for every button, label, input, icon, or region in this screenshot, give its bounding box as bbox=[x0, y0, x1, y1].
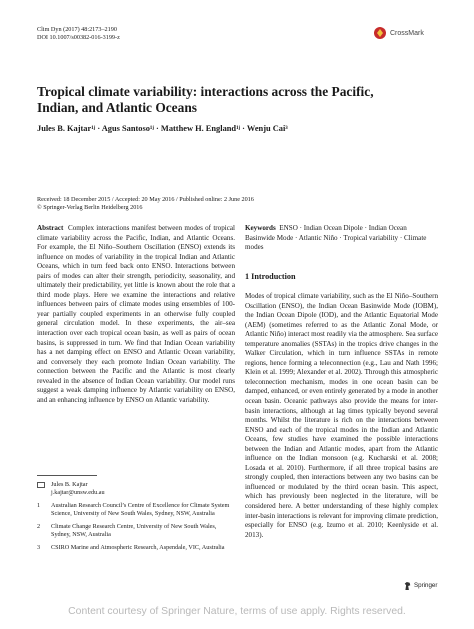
affiliation-mark: 1 bbox=[37, 502, 41, 509]
affiliation-text: Australian Research Council’s Centre of Excellence for Climate System Science, University of New South Wales, Sydney, NSW, Australia bbox=[51, 502, 230, 517]
abstract-text: Complex interactions manifest between modes of tropical climate variability across the Pacific, Indian, and Atlantic Oceans. For example, the El Niño–Southern Oscillation (ENSO) extends its influence on modes of variability in the tropical Indian and Atlantic Oceans, which in turn feed back onto ENSO. Interactions between pairs of modes can alter their strength, periodicity, seasonality, and ultimately their predictability, yet little is known about the role that a third mode plays. Here we examine the interactions and relative influences between pairs of climate modes using ensembles of 100-year partially coupled experiments in an otherwise fully coupled general circulation model. In these experiments, the air–sea interaction over each tropical ocean basin, as well as pairs of ocean basins, is suppressed in turn. We find that Indian Ocean variability has a net damping effect on ENSO and Atlantic Ocean variability, and conversely they each promote Indian Ocean variability. The connection between the Pacific and the Atlantic is most clearly revealed in the absence of Indian Ocean variability. Our model runs suggest a weak damping influence by Atlantic variability on ENSO, and an enhancing influence by ENSO on Atlantic variability. bbox=[37, 224, 236, 404]
affiliation-text: CSIRO Marine and Atmospheric Research, Aspendale, VIC, Australia bbox=[51, 544, 225, 551]
journal-header bbox=[37, 26, 237, 42]
doi: DOI 10.1007/s00382-016-3199-z bbox=[37, 34, 120, 41]
introduction-body bbox=[245, 292, 438, 540]
springer-horse-icon bbox=[404, 582, 411, 590]
keywords bbox=[245, 224, 438, 253]
journal-citation: Clim Dyn (2017) 48:2173–2190 bbox=[37, 26, 117, 33]
received-accepted-line: Received: 18 December 2015 / Accepted: 20 May 2016 / Published online: 2 June 2016 bbox=[37, 196, 254, 203]
introduction-text: Modes of tropical climate variability, such as the El Niño–Southern Oscillation (ENSO), the Indian Ocean Basinwide Mode (IOBM), the Indian Ocean Dipole (IOD), and the Atlantic Equatorial Mode (AEM) (sometimes referred to as the Atlantic Zonal Mode, or Atlantic Niño) interact most readily via the atmosphere. Sea surface temperature anomalies (SSTAs) in the tropics drive changes in the Walker Circulation, which in turn influence SSTAs in remote regions, hence forming a teleconnection (e.g., Lau and Nath 1996; Klein et al. 1999; Alexander et al. 2002). Through this atmospheric teleconnection mechanism, modes in one ocean basin can be damped, enhanced, or even entirely generated by a mode in another ocean basin. Oceanic pathways also provide the means for inter-basin interactions, although at lag times typically beyond several months. Whilst the literature is rich on the interactions between ENSO and each of the tropical modes in the Indian and Atlantic Oceans, few studies have examined the possible interactions between the Indian and Atlantic modes, apart from the Atlantic influence on the Indian monsoon (e.g. Kucharski et al. 2008; Losada et al. 2010). Furthermore, if all three tropical basins are strongly coupled, then interactions between any two basins can be influenced or modulated by the third ocean basin. This aspect, which has previously been neglected in the literature, will be considered here. A better understanding of these highly complex inter-basin interactions is relevant for improving climate prediction, especially for ENSO (e.g. Izumo et al. 2010; Keenlyside et al. 2013). bbox=[245, 292, 438, 539]
correspondence-name: Jules B. Kajtar bbox=[51, 481, 88, 488]
author-list: Jules B. Kajtar¹ʲ · Agus Santoso¹ʲ · Matthew H. England¹ʲ · Wenju Cai³ bbox=[37, 124, 288, 133]
crossmark-label: CrossMark bbox=[390, 29, 424, 37]
correspondence-email[interactable]: j.kajtar@unsw.edu.au bbox=[51, 489, 105, 496]
introduction-heading: 1 Introduction bbox=[245, 272, 296, 281]
affiliation-text: Climate Change Research Centre, University of New South Wales, Sydney, NSW, Australia bbox=[51, 523, 217, 538]
affiliation bbox=[37, 523, 235, 539]
footnotes bbox=[37, 481, 235, 557]
keywords-text: ENSO · Indian Ocean Dipole · Indian Ocean Basinwide Mode · Atlantic Niño · Tropical variability · Climate modes bbox=[245, 224, 427, 252]
article-title: Tropical climate variability: interactions across the Pacific, Indian, and Atlantic Oceans bbox=[37, 84, 374, 115]
footnote-rule bbox=[37, 475, 97, 476]
affiliation bbox=[37, 502, 235, 518]
publication-dates bbox=[37, 196, 337, 212]
publisher-logo bbox=[404, 582, 437, 590]
envelope-icon bbox=[37, 482, 45, 488]
correspondence bbox=[37, 481, 235, 497]
abstract bbox=[37, 224, 235, 405]
affiliation-mark: 2 bbox=[37, 523, 41, 530]
publisher-name: Springer bbox=[414, 582, 438, 589]
keywords-label: Keywords bbox=[245, 224, 276, 232]
crossmark-badge[interactable] bbox=[374, 26, 444, 40]
courtesy-watermark: Content courtesy of Springer Nature, terms of use apply. Rights reserved. bbox=[68, 606, 406, 617]
affiliation bbox=[37, 544, 235, 552]
abstract-label: Abstract bbox=[37, 224, 64, 232]
crossmark-icon bbox=[374, 27, 386, 39]
affiliation-mark: 3 bbox=[37, 544, 41, 551]
copyright-line: © Springer-Verlag Berlin Heidelberg 2016 bbox=[37, 204, 143, 211]
